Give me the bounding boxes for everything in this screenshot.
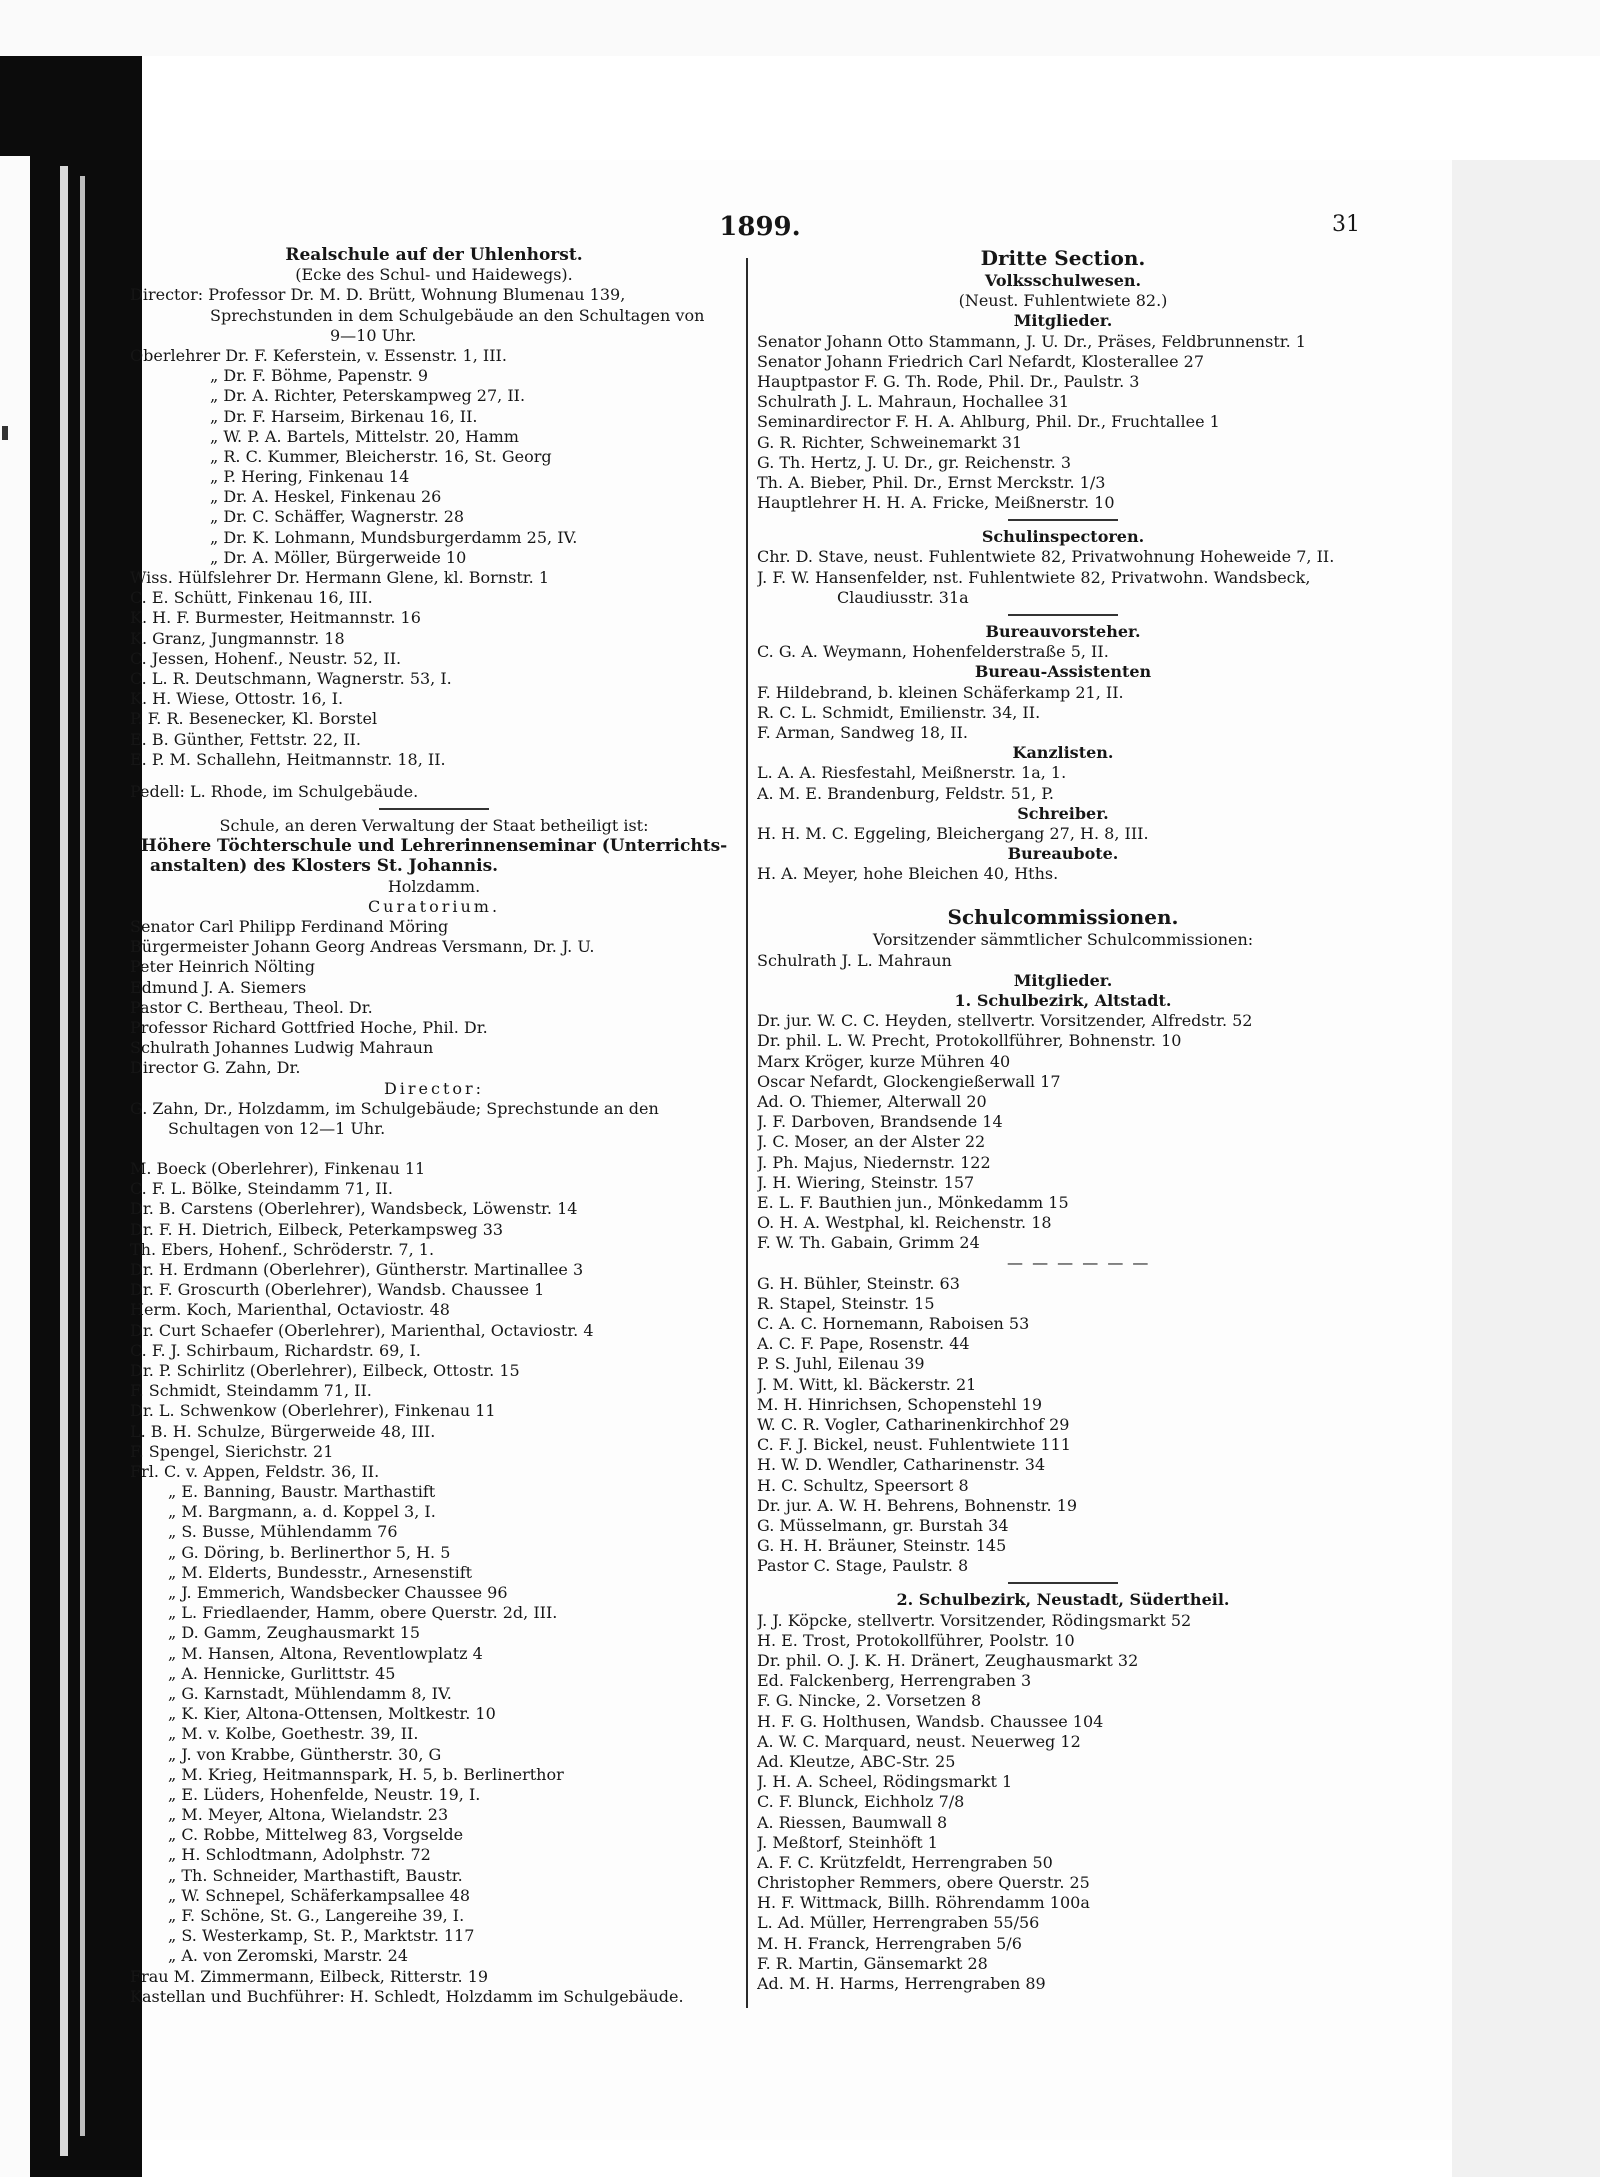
chair-line: Schulrath J. L. Mahraun [757,950,952,970]
commission-member: Christopher Remmers, obere Querstr. 25 [757,1873,1090,1893]
page-stack-edge [60,166,68,2156]
bureau-heading: Bureauvorsteher. [985,622,1141,641]
curatorium-member: Peter Heinrich Nölting [130,957,315,977]
teacher-line: „ S. Westerkamp, St. P., Marktstr. 117 [168,1926,475,1946]
commission-member: P. S. Juhl, Eilenau 39 [757,1354,925,1374]
member-line: Hauptlehrer H. H. A. Fricke, Meißnerstr. 10 [757,493,1115,513]
left-column [130,245,738,2007]
commission-member: M. H. Hinrichsen, Schopenstehl 19 [757,1394,1043,1414]
teacher-line: „ M. Meyer, Altona, Wielandstr. 23 [168,1805,449,1825]
commission-member: R. Stapel, Steinstr. 15 [757,1293,935,1313]
commission-member: H. W. D. Wendler, Catharinenstr. 34 [757,1455,1046,1475]
staff-line: „ Dr. A. Heskel, Finkenau 26 [210,487,442,507]
section-title: Dritte Section. [980,246,1146,270]
teacher-line: „ M. v. Kolbe, Goethestr. 39, II. [168,1724,419,1744]
teacher-line: „ Th. Schneider, Marthastift, Baustr. [168,1865,463,1885]
staff-line: K. H. Wiese, Ottostr. 16, I. [130,689,344,709]
commission-member: G. H. Bühler, Steinstr. 63 [757,1273,960,1293]
teacher-line: Herm. Koch, Marienthal, Octaviostr. 48 [130,1300,450,1320]
curatorium-member: Edmund J. A. Siemers [130,977,307,997]
margin-mark [2,426,8,440]
commission-member: J. H. A. Scheel, Rödingsmarkt 1 [757,1772,1013,1792]
commission-member: Dr. jur. A. W. H. Behrens, Bohnenstr. 19 [757,1495,1078,1515]
kanzlist-line: A. M. E. Brandenburg, Feldstr. 51, P. [757,783,1054,803]
previous-page-edge [0,156,30,2177]
commission-member: Marx Kröger, kurze Mühren 40 [757,1051,1011,1071]
commission-member: F. R. Martin, Gänsemarkt 28 [757,1953,988,1973]
commission-member: A. Riessen, Baumwall 8 [757,1812,948,1832]
section-address: (Neust. Fuhlentwiete 82.) [958,291,1168,311]
section-subtitle: Volksschulwesen. [984,271,1142,290]
commission-member: Ad. Kleutze, ABC-Str. 25 [757,1751,956,1771]
school-title: Höhere Töchterschule und Lehrerinnenseminar (Unterrichts- [140,836,728,857]
teacher-line: Dr. Curt Schaefer (Oberlehrer), Marienthal, Octaviostr. 4 [130,1320,594,1340]
commission-member: Ad. M. H. Harms, Herrengraben 89 [757,1974,1046,1993]
staff-line: „ P. Hering, Finkenau 14 [210,467,410,487]
commission-member: Oscar Nefardt, Glockengießerwall 17 [757,1071,1061,1091]
district-heading: 1. Schulbezirk, Altstadt. [954,991,1172,1010]
commission-member: H. C. Schultz, Speersort 8 [757,1475,969,1495]
teacher-line: Dr. H. Erdmann (Oberlehrer), Güntherstr. Martinallee 3 [130,1260,584,1279]
section-rule [379,808,489,810]
staff-line: E. P. M. Schallehn, Heitmannstr. 18, II. [130,749,446,769]
assistants-list [757,683,1369,744]
section-subtitle: (Ecke des Schul- und Haidewegs). [295,265,573,285]
commission-member: Ed. Falckenberg, Herrengraben 3 [757,1671,1032,1691]
members-heading: Mitglieder. [1013,311,1113,331]
list-item: C. G. A. Weymann, Hohenfelderstraße 5, II. [757,642,1109,662]
teacher-line: F. Spengel, Sierichstr. 21 [130,1441,334,1461]
teacher-line: C. F. J. Schirbaum, Richardstr. 69, I. [130,1340,421,1360]
dash-separator: — — — — — — [1007,1253,1151,1273]
scan-background [0,0,1600,56]
curatorium-member: Director G. Zahn, Dr. [130,1058,301,1078]
members-list [757,332,1369,514]
curatorium-member: Senator Carl Philipp Ferdinand Möring [130,917,449,936]
teacher-line: „ G. Karnstadt, Mühlendamm 8, IV. [168,1683,452,1703]
teacher-line: „ A. Hennicke, Gurlittstr. 45 [168,1663,396,1683]
member-line: Hauptpastor F. G. Th. Rode, Phil. Dr., Paulstr. 3 [757,371,1140,391]
staff-line: C. L. R. Deutschmann, Wagnerstr. 53, I. [130,668,452,688]
assistants-heading: Bureau-Assistenten [974,662,1152,682]
kanzlisten-list [757,763,1369,803]
intro-line: Schule, an deren Verwaltung der Staat betheiligt ist: [219,816,649,836]
teacher-line: „ F. Schöne, St. G., Langereihe 39, I. [168,1906,465,1925]
teacher-line: „ M. Bargmann, a. d. Koppel 3, I. [168,1502,436,1522]
curatorium-member: Pastor C. Bertheau, Theol. Dr. [130,997,373,1017]
member-line: Senator Johann Friedrich Carl Nefardt, Klosterallee 27 [757,351,1205,371]
commission-member: Dr. phil. O. J. K. H. Dränert, Zeughausmarkt 32 [757,1651,1139,1670]
teacher-line: „ J. von Krabbe, Güntherstr. 30, G [168,1744,442,1764]
list-item: H. H. M. C. Eggeling, Bleichergang 27, H. 8, III. [757,823,1149,843]
staff-line: „ R. C. Kummer, Bleicherstr. 16, St. Georg [210,446,552,466]
teacher-line: Kastellan und Buchführer: H. Schledt, Holzdamm im Schulgebäude. [130,1986,684,2006]
teacher-line: „ E. Banning, Baustr. Marthastift [168,1482,436,1502]
district-list [757,1274,1369,1577]
commission-member: W. C. R. Vogler, Catharinenkirchhof 29 [757,1414,1070,1434]
district-heading: 2. Schulbezirk, Neustadt, Südertheil. [896,1590,1230,1610]
page-number: 31 [1332,212,1360,237]
bote-heading: Bureaubote. [1007,844,1119,864]
school-title: anstalten) des Klosters St. Johannis. [150,856,499,877]
staff-line: P. F. R. Besenecker, Kl. Borstel [130,709,378,729]
commission-member: O. H. A. Westphal, kl. Reichenstr. 18 [757,1213,1052,1233]
book-binding [0,56,142,2177]
commission-member: J. Meßtorf, Steinhöft 1 [757,1832,938,1852]
assistant-line: R. C. L. Schmidt, Emilienstr. 34, II. [757,702,1041,722]
commission-member: F. W. Th. Gabain, Grimm 24 [757,1233,980,1253]
page-stack-edge [80,176,85,2136]
commission-member: C. F. Blunck, Eichholz 7/8 [757,1792,965,1812]
section-title: Realschule auf der Uhlenhorst. [285,245,583,265]
page-year: 1899. [719,212,801,242]
school-location: Holzdamm. [387,876,481,896]
kanzlist-line: L. A. A. Riesfestahl, Meißnerstr. 1a, 1. [757,763,1067,783]
member-line: G. Th. Hertz, J. U. Dr., gr. Reichenstr. 3 [757,452,1071,472]
director-heading: Director: [383,1078,485,1098]
section-rule [1008,614,1118,616]
teacher-line: Dr. F. Groscurth (Oberlehrer), Wandsb. Chaussee 1 [130,1280,545,1300]
inspectors-heading: Schulinspectoren. [981,527,1145,547]
teacher-line: M. Boeck (Oberlehrer), Finkenau 11 [130,1159,426,1179]
staff-line: K. Granz, Jungmannstr. 18 [130,628,345,648]
member-line: Senator Johann Otto Stammann, J. U. Dr., Präses, Feldbrunnenstr. 1 [757,331,1306,351]
commission-member: E. L. F. Bauthien jun., Mönkedamm 15 [757,1192,1069,1212]
commission-member: M. H. Franck, Herrengraben 5/6 [757,1933,1022,1953]
teacher-line: Dr. P. Schirlitz (Oberlehrer), Eilbeck, Ottostr. 15 [130,1360,520,1380]
commission-member: G. Müsselmann, gr. Burstah 34 [757,1515,1009,1535]
district-list [757,1611,1369,1995]
teacher-line: F. Schmidt, Steindamm 71, II. [130,1381,372,1401]
staff-line: „ Dr. A. Richter, Peterskampweg 27, II. [210,386,526,406]
teacher-line: L. B. H. Schulze, Bürgerweide 48, III. [130,1421,436,1441]
commission-member: J. C. Moser, an der Alster 22 [757,1132,986,1152]
list-item: Chr. D. Stave, neust. Fuhlentwiete 82, Privatwohnung Hoheweide 7, II. [757,547,1335,567]
commission-member: G. H. H. Bräuner, Steinstr. 145 [757,1536,1007,1556]
commission-member: A. F. C. Krützfeldt, Herrengraben 50 [757,1852,1053,1872]
teacher-line: Dr. F. H. Dietrich, Eilbeck, Peterkampsweg 33 [130,1219,504,1239]
list-item: J. F. W. Hansenfelder, nst. Fuhlentwiete 82, Privatwohn. Wandsbeck, [757,567,1311,587]
staff-line: Oberlehrer Dr. F. Keferstein, v. Essenstr. 1, III. [130,345,507,365]
teacher-line: „ K. Kier, Altona-Ottensen, Moltkestr. 10 [168,1704,496,1724]
staff-line: „ W. P. A. Bartels, Mittelstr. 20, Hamm [210,426,519,446]
teacher-line: „ L. Friedlaender, Hamm, obere Querstr. 2d, III. [168,1603,558,1623]
staff-line: C. Jessen, Hohenf., Neustr. 52, II. [130,648,402,668]
commissions-title: Schulcommissionen. [947,905,1179,930]
teacher-line: „ M. Elderts, Bundesstr., Arnesenstift [168,1562,473,1582]
teacher-line: C. F. L. Bölke, Steindamm 71, II. [130,1179,394,1199]
page-margin-shadow [1452,160,1600,2177]
list-item: H. A. Meyer, hohe Bleichen 40, Hths. [757,864,1059,884]
commission-member: F. G. Nincke, 2. Vorsetzen 8 [757,1691,982,1711]
director-line: Director: Professor Dr. M. D. Brütt, Wohnung Blumenau 139, [130,285,626,305]
curatorium-list [130,917,738,1079]
commission-member: J. J. Köpcke, stellvertr. Vorsitzender, Rödingsmarkt 52 [757,1610,1192,1630]
curatorium-member: Professor Richard Gottfried Hoche, Phil. Dr. [130,1017,488,1037]
director-line: G. Zahn, Dr., Holzdamm, im Schulgebäude; Sprechstunde an den [130,1098,659,1118]
pedell-line: Pedell: L. Rhode, im Schulgebäude. [130,781,419,801]
commission-member: H. F. G. Holthusen, Wandsb. Chaussee 104 [757,1711,1104,1731]
commission-member: Dr. phil. L. W. Precht, Protokollführer, Bohnenstr. 10 [757,1031,1182,1051]
assistant-line: F. Hildebrand, b. kleinen Schäferkamp 21, II. [757,682,1124,702]
members-heading: Mitglieder. [1013,970,1113,990]
column-divider [746,258,748,2008]
section-rule [1008,1582,1118,1584]
staff-line: E. B. Günther, Fettstr. 22, II. [130,729,361,749]
member-line: Schulrath J. L. Mahraun, Hochallee 31 [757,392,1069,412]
teacher-line: „ D. Gamm, Zeughausmarkt 15 [168,1623,421,1643]
section-rule [1008,519,1118,521]
member-line: Th. A. Bieber, Phil. Dr., Ernst Merckstr. 1/3 [757,472,1106,492]
director-line: Sprechstunden in dem Schulgebäude an den Schultagen von [210,305,705,325]
curatorium-member: Bürgermeister Johann Georg Andreas Versmann, Dr. J. U. [130,937,595,957]
commission-member: Ad. O. Thiemer, Alterwall 20 [757,1091,987,1111]
commission-member: Pastor C. Stage, Paulstr. 8 [757,1556,969,1576]
list-item: Claudiusstr. 31a [837,587,969,607]
staff-line: Wiss. Hülfslehrer Dr. Hermann Glene, kl. Bornstr. 1 [130,568,550,587]
commission-member: A. C. F. Pape, Rosenstr. 44 [757,1334,970,1354]
staff-line: „ Dr. A. Möller, Bürgerweide 10 [210,547,467,567]
teacher-line: Frl. C. v. Appen, Feldstr. 36, II. [130,1461,380,1481]
staff-line: „ Dr. F. Böhme, Papenstr. 9 [210,366,429,386]
commission-member: J. F. Darboven, Brandsende 14 [757,1112,1003,1132]
district-list [757,1011,1369,1253]
assistant-line: F. Arman, Sandweg 18, II. [757,722,968,742]
teacher-line: Th. Ebers, Hohenf., Schröderstr. 7, 1. [130,1239,435,1259]
teacher-line: „ H. Schlodtmann, Adolphstr. 72 [168,1845,431,1865]
teacher-list [130,1159,738,2007]
chair-note: Vorsitzender sämmtlicher Schulcommissionen: [872,930,1254,950]
staff-list [130,346,738,770]
director-line: Schultagen von 12—1 Uhr. [168,1118,386,1138]
staff-line: „ Dr. F. Harseim, Birkenau 16, II. [210,406,478,426]
teacher-line: „ W. Schnepel, Schäferkampsallee 48 [168,1885,471,1905]
teacher-line: „ S. Busse, Mühlendamm 76 [168,1522,398,1542]
teacher-line: Dr. L. Schwenkow (Oberlehrer), Finkenau 11 [130,1401,496,1421]
commission-member: J. H. Wiering, Steinstr. 157 [757,1172,975,1192]
teacher-line: „ J. Emmerich, Wandsbecker Chaussee 96 [168,1583,508,1602]
teacher-line: „ E. Lüders, Hohenfelde, Neustr. 19, I. [168,1784,481,1804]
commission-member: L. Ad. Müller, Herrengraben 55/56 [757,1913,1040,1933]
right-column [757,245,1369,1994]
teacher-line: Frau M. Zimmermann, Eilbeck, Ritterstr. 19 [130,1966,489,1986]
commission-member: Dr. jur. W. C. C. Heyden, stellvertr. Vorsitzender, Alfredstr. 52 [757,1011,1253,1031]
commission-member: J. Ph. Majus, Niedernstr. 122 [757,1152,991,1172]
member-line: G. R. Richter, Schweinemarkt 31 [757,432,1023,452]
member-line: Seminardirector F. H. A. Ahlburg, Phil. Dr., Fruchtallee 1 [757,412,1220,432]
staff-line: „ Dr. C. Schäffer, Wagnerstr. 28 [210,507,465,527]
teacher-line: „ M. Krieg, Heitmannspark, H. 5, b. Berlinerthor [168,1764,564,1784]
curatorium-member: Schulrath Johannes Ludwig Mahraun [130,1038,434,1058]
staff-line: C. E. Schütt, Finkenau 16, III. [130,588,373,608]
director-line: 9—10 Uhr. [330,325,417,345]
teacher-line: „ G. Döring, b. Berlinerthor 5, H. 5 [168,1542,451,1562]
commission-member: J. M. Witt, kl. Bäckerstr. 21 [757,1374,977,1394]
kanzlisten-heading: Kanzlisten. [1012,743,1114,763]
teacher-line: „ M. Hansen, Altona, Reventlowplatz 4 [168,1643,483,1663]
staff-line: K. H. F. Burmester, Heitmannstr. 16 [130,608,421,628]
teacher-line: Dr. B. Carstens (Oberlehrer), Wandsbeck, Löwenstr. 14 [130,1199,578,1219]
commission-member: H. E. Trost, Protokollführer, Poolstr. 10 [757,1630,1075,1650]
commission-member: A. W. C. Marquard, neust. Neuerweg 12 [757,1731,1081,1751]
curatorium-heading: Curatorium. [367,896,501,916]
commission-member: H. F. Wittmack, Billh. Röhrendamm 100a [757,1893,1090,1913]
teacher-line: „ C. Robbe, Mittelweg 83, Vorgselde [168,1825,464,1845]
teacher-line: „ A. von Zeromski, Marstr. 24 [168,1946,409,1966]
commission-member: C. A. C. Hornemann, Raboisen 53 [757,1314,1030,1333]
commission-member: C. F. J. Bickel, neust. Fuhlentwiete 111 [757,1435,1071,1455]
staff-line: „ Dr. K. Lohmann, Mundsburgerdamm 25, IV. [210,527,578,547]
schreiber-heading: Schreiber. [1017,803,1109,823]
